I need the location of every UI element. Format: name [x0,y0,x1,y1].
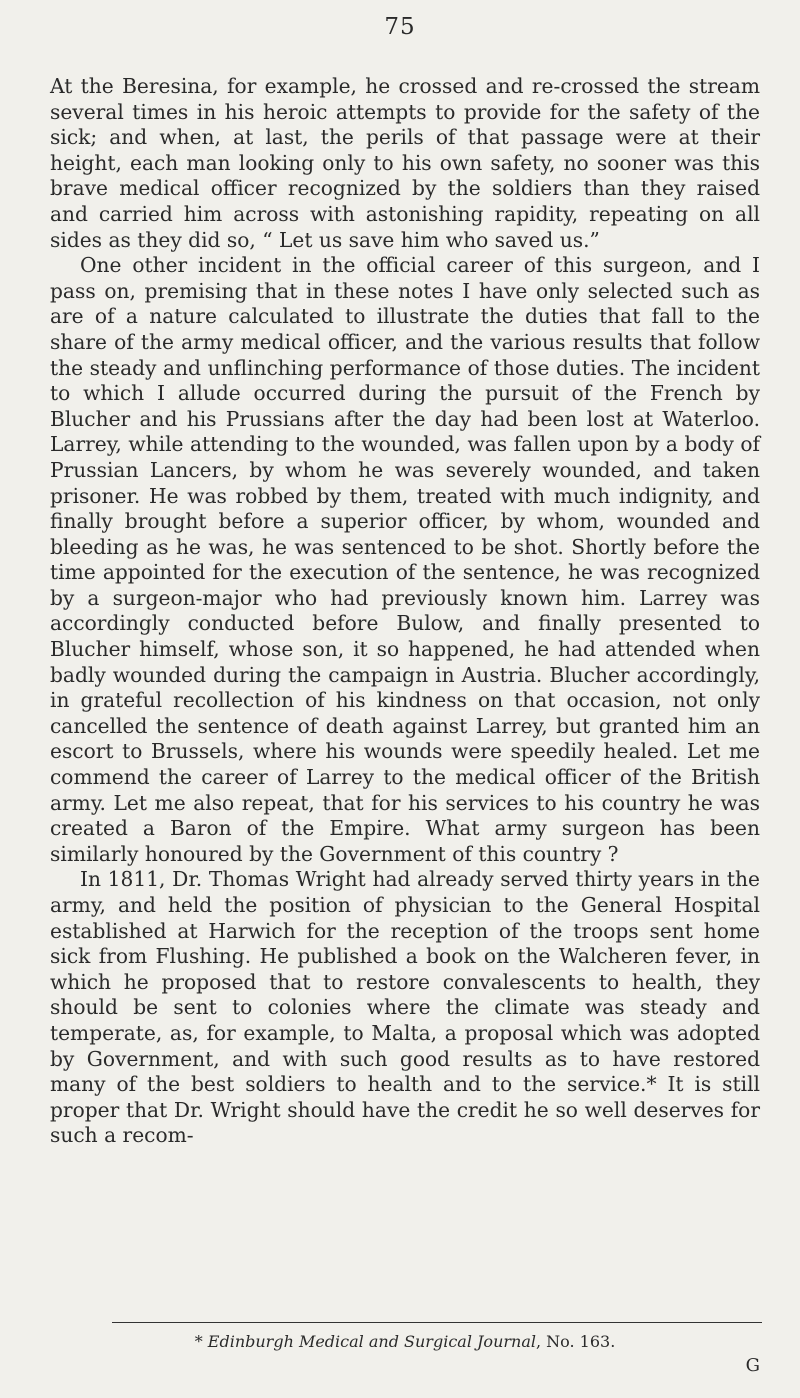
footnote-marker: * [194,1332,203,1351]
footnote-issue: , No. 163. [535,1332,616,1351]
paragraph-wright: In 1811, Dr. Thomas Wright had already served thirty years in the army, and held the position of physician to the General Hospital established at Harwich for the reception of the troops sent home sick from Flushing. He published a book on the Walcheren fever, in which he proposed that to restore convalescents to health, they should be sent to colonies where the climate was steady and temperate, as, for example, to Malta, a proposal which was adopted by Government, and with such good results as to have restored many of the best soldiers to health and to the service.* It is still proper that Dr. Wright should have the credit he so well deserves for such a recom- [50,867,760,1148]
footnote [50,1332,760,1352]
footnote-divider [112,1322,762,1323]
footnote-journal: Edinburgh Medical and Surgical Journal [207,1332,536,1351]
paragraph-waterloo: One other incident in the official career of this surgeon, and I pass on, premising that in these notes I have only selected such as are of a nature calculated to illustrate the duties that fall to the share of the army medical officer, and the various results that follow the steady and unflinching performance of those duties. The incident to which I allude occurred during the pursuit of the French by Blucher and his Prussians after the day had been lost at Waterloo. Larrey, while attending to the wounded, was fallen upon by a body of Prussian Lancers, by whom he was severely wounded, and taken prisoner. He was robbed by them, treated with much indignity, and finally brought before a superior officer, by whom, wounded and bleeding as he was, he was sentenced to be shot. Shortly before the time appointed for the execution of the sentence, he was recognized by a surgeon-major who had previously known him. Larrey was accordingly conducted before Bulow, and finally presented to Blucher himself, whose son, it so happened, he had attended when badly wounded during the campaign in Austria. Blucher accordingly, in grateful recollection of his kindness on that occasion, not only cancelled the sentence of death against Larrey, but granted him an escort to Brussels, where his wounds were speedily healed. Let me commend the career of Larrey to the medical officer of the British army. Let me also repeat, that for his services to his country he was created a Baron of the Empire. What army surgeon has been similarly honoured by the Government of this country ? [50,253,760,866]
body-text [50,74,760,1149]
page-number: 75 [384,14,416,40]
signature-mark: G [745,1355,760,1376]
paragraph-beresina: At the Beresina, for example, he crossed and re-crossed the stream several times in his heroic attempts to provide for the safety of the sick; and when, at last, the perils of that passage were at their height, each man looking only to his own safety, no sooner was this brave medical officer recognized by the soldiers than they raised and carried him across with astonishing rapidity, repeating on all sides as they did so, “ Let us save him who saved us.” [50,74,760,252]
